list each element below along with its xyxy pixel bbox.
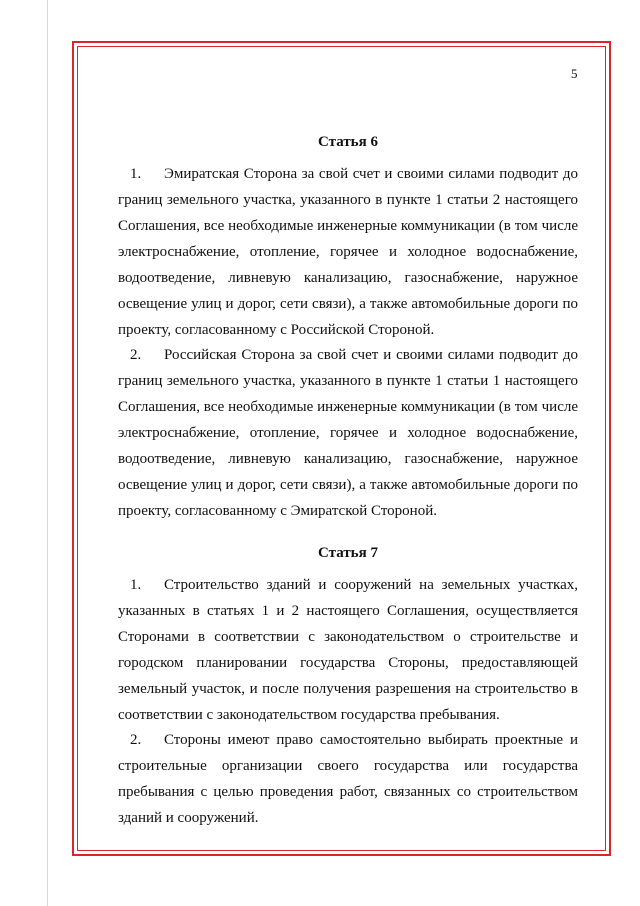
- article-7-paragraph-2: [118, 727, 578, 831]
- page-number: 5: [571, 66, 578, 81]
- scan-edge-line: [47, 0, 48, 906]
- paragraph-text: Строительство зданий и сооружений на земельных участках, указанных в статьях 1 и 2 настоящего Соглашения, осуществляется Сторонами в соответствии с законодательством о строительстве и городском планировании государства Стороны, предоставляющей земельный участок, и после получения разрешения на строительство в соответствии с законодательством государства пребывания.: [118, 577, 578, 723]
- paragraph-number: 1.: [130, 166, 142, 182]
- paragraph-number: 1.: [130, 577, 142, 593]
- article-7-paragraph-1: [118, 572, 578, 728]
- article-6-paragraph-2: [118, 342, 578, 524]
- paragraph-number: 2.: [130, 732, 142, 748]
- article-6-paragraph-1: [118, 161, 578, 343]
- article-6-heading: Статья 6: [318, 134, 378, 150]
- article-7-heading: Статья 7: [318, 545, 378, 561]
- paragraph-number: 2.: [130, 347, 142, 363]
- paragraph-text: Эмиратская Сторона за свой счет и своими силами подводит до границ земельного участка, указанного в пункте 1 статьи 2 настоящего Соглашения, все необходимые инженерные коммуникации (в том числе электроснабжение, отопление, горячее и холодное водоснабжение, водоотведение, ливневую канализацию, газоснабжение, наружное освещение улиц и дорог, сети связи), а также автомобильные дороги по проекту, согласованному с Российской Стороной.: [118, 166, 578, 338]
- paragraph-text: Российская Сторона за свой счет и своими силами подводит до границ земельного участка, указанного в пункте 1 статьи 1 настоящего Соглашения, все необходимые инженерные коммуникации (в том числе электроснабжение, отопление, горячее и холодное водоснабжение, водоотведение, ливневую канализацию, газоснабжение, наружное освещение улиц и дорог, сети связи), а также автомобильные дороги по проекту, согласованному с Эмиратской Стороной.: [118, 347, 578, 519]
- paragraph-text: Стороны имеют право самостоятельно выбирать проектные и строительные организации своего государства или государства пребывания с целью проведения работ, связанных со строительством зданий и сооружений.: [118, 732, 578, 826]
